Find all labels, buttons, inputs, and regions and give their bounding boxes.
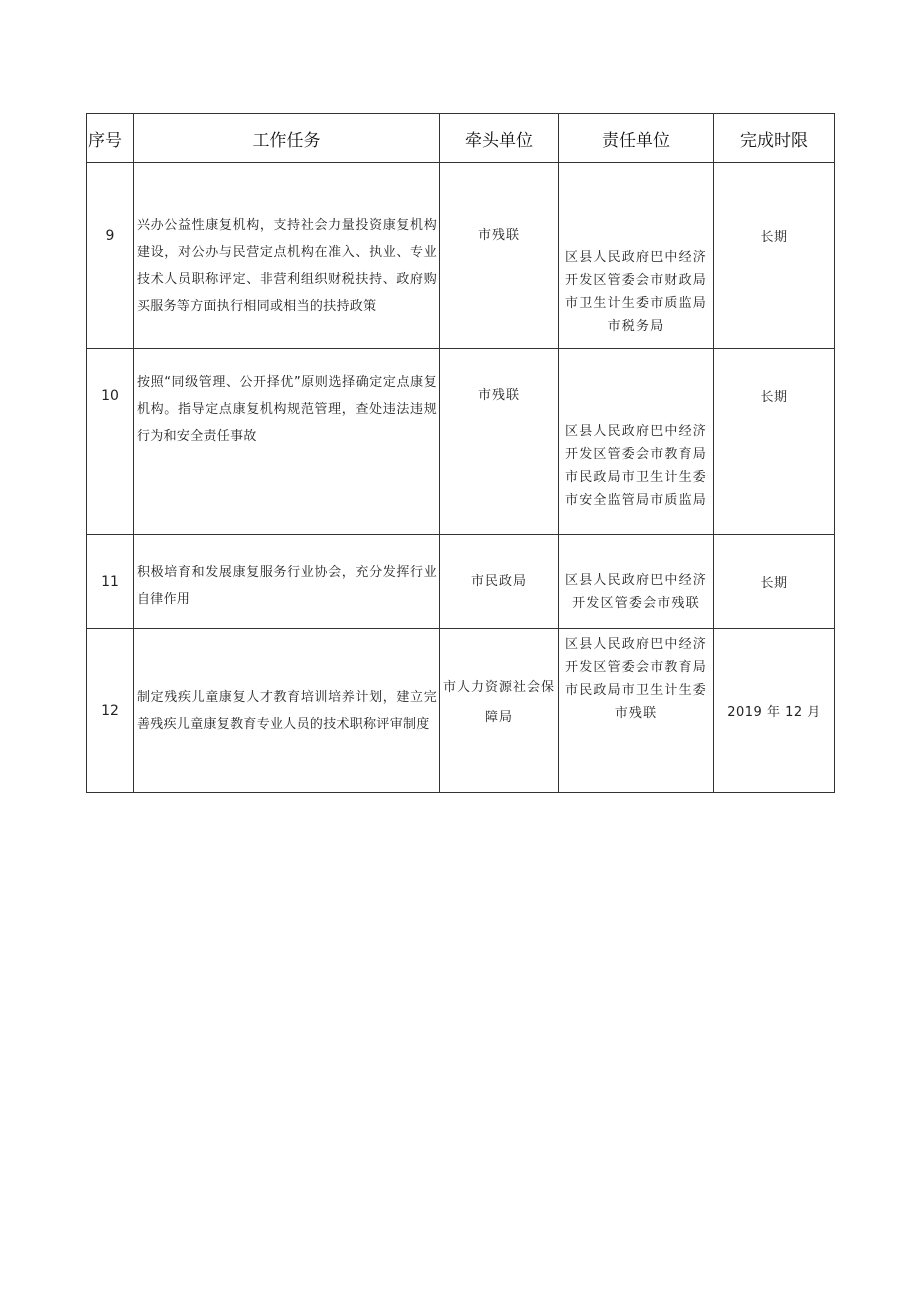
row-task: 积极培育和发展康复服务行业协会，充分发挥行业自律作用: [137, 564, 437, 607]
row-lead: 市残联: [477, 387, 520, 403]
header-seq: 序号: [87, 114, 134, 163]
table-row: [87, 163, 835, 349]
row-seq: 10: [101, 387, 119, 404]
row-responsible: 区县人民政府巴中经济开发区管委会市残联: [565, 572, 708, 611]
table-row: [87, 535, 835, 629]
header-lead: 牵头单位: [440, 114, 559, 163]
row-lead: 市人力资源社会保障局: [442, 679, 555, 725]
row-task: 按照“同级管理、公开择优”原则选择确定定点康复机构。指导定点康复机构规范管理，查处违法违规行为和安全责任事故: [137, 375, 437, 444]
header-responsible: 责任单位: [559, 114, 714, 163]
row-seq: 12: [101, 702, 119, 719]
row-seq: 9: [105, 227, 115, 244]
row-deadline: 长期: [760, 576, 788, 591]
header-deadline: 完成时限: [714, 114, 835, 163]
table-row: [87, 349, 835, 535]
task-table: [86, 113, 835, 793]
row-task: 制定残疾儿童康复人才教育培训培养计划，建立完善残疾儿童康复教育专业人员的技术职称评审制度: [137, 689, 437, 732]
row-responsible: 区县人民政府巴中经济开发区管委会市教育局市民政局市卫生计生委市安全监管局市质监局: [565, 423, 708, 508]
row-deadline: 长期: [760, 390, 788, 405]
row-deadline: 2019 年 12 月: [727, 705, 821, 720]
row-responsible: 区县人民政府巴中经济开发区管委会市教育局市民政局市卫生计生委市残联: [565, 637, 708, 721]
row-lead: 市残联: [477, 227, 520, 243]
row-task: 兴办公益性康复机构，支持社会力量投资康复机构建设，对公办与民营定点机构在准入、执业、专业技术人员职称评定、非营利组织财税扶持、政府购买服务等方面执行相同或相当的扶持政策: [137, 217, 437, 314]
header-task: 工作任务: [134, 114, 440, 163]
row-lead: 市民政局: [470, 573, 527, 589]
table-row: [87, 629, 835, 793]
row-seq: 11: [101, 573, 119, 590]
row-responsible: 区县人民政府巴中经济开发区管委会市财政局市卫生计生委市质监局市税务局: [565, 249, 708, 334]
row-deadline: 长期: [760, 230, 788, 245]
table-header-row: [87, 114, 835, 163]
